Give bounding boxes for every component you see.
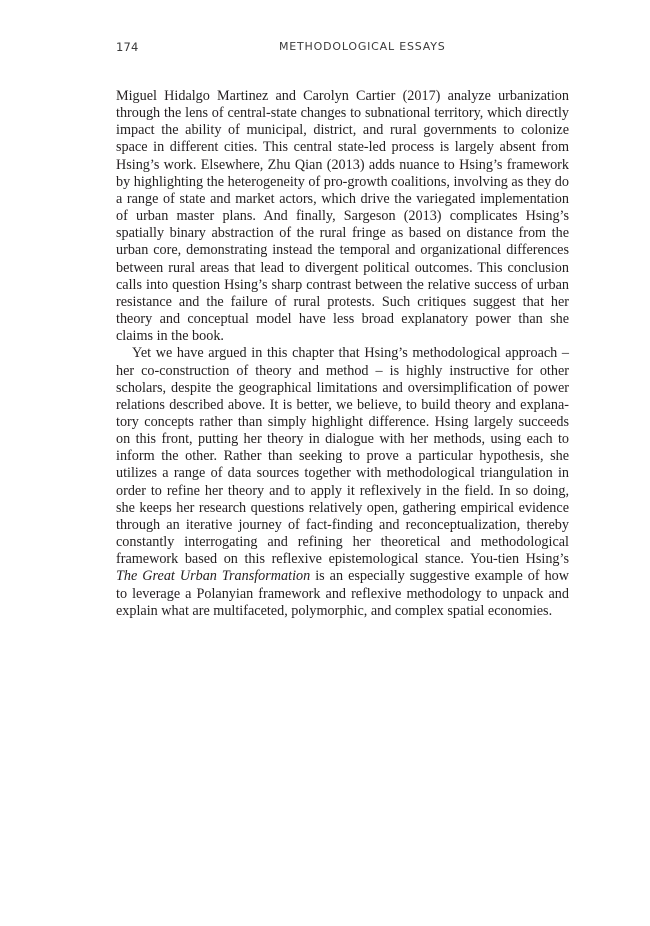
paragraph-1: Miguel Hidalgo Martinez and Carolyn Cartier (2017) analyze urbanization through the lens of central-state changes to subnational territory, which directly impact the ability of municipal, district, and rural governments to colonize space in different cities. This central state-led process is largely absent from Hsing’s work. Elsewhere, Zhu Qian (2013) adds nuance to Hsing’s framework by highlighting the heterogeneity of pro-growth coalitions, involving as they do a range of state and market actors, which drive the variegated implementation of urban master plans. And finally, Sargeson (2013) complicates Hsing’s spatially binary abstraction of the rural fringe as based on distance from the urban core, demonstrating instead the temporal and organizational differences between rural areas that lead to divergent political outcomes. This conclusion calls into question Hsing’s sharp contrast between the relative success of urban resistance and the failure of rural protests. Such critiques suggest that her theory and conceptual model have less broad explanatory power than she claims in the book. <box>116 88 569 345</box>
page-header <box>116 40 569 56</box>
paragraph-2-text-before: Yet we have argued in this chapter that Hsing’s methodological approach – her co-construction of theory and method – is highly instructive for other scholars, despite the geographical limitations and oversimplification of power relations described above. It is better, we believe, to build theory and explanatory concepts rather than simply highlight difference. Hsing largely succeeds on this front, putting her theory in dialogue with her methods, using each to inform the other. Rather than seeking to prove a particular hypothesis, she utilizes a range of data sources together with methodological triangulation in order to refine her theory and to apply it reflexively in the field. In so doing, she keeps her research questions relatively open, gathering empirical evidence through an iterative journey of fact-finding and reconceptualization, thereby constantly interrogating and refining her theoretical and methodological framework based on this reflexive epistemological stance. You-tien Hsing’s <box>116 345 569 568</box>
paragraph-2-text-after: is an especially suggestive example of how to leverage a Polanyian framework and reflexive methodology to unpack and explain what are multifaceted, polymorphic, and complex spatial economies. <box>116 568 569 619</box>
paragraph-2 <box>116 345 569 620</box>
body-text <box>116 88 569 620</box>
book-title: The Great Urban Transformation <box>116 568 311 585</box>
page-number: 174 <box>116 40 139 54</box>
running-head: METHODOLOGICAL ESSAYS <box>279 40 446 53</box>
